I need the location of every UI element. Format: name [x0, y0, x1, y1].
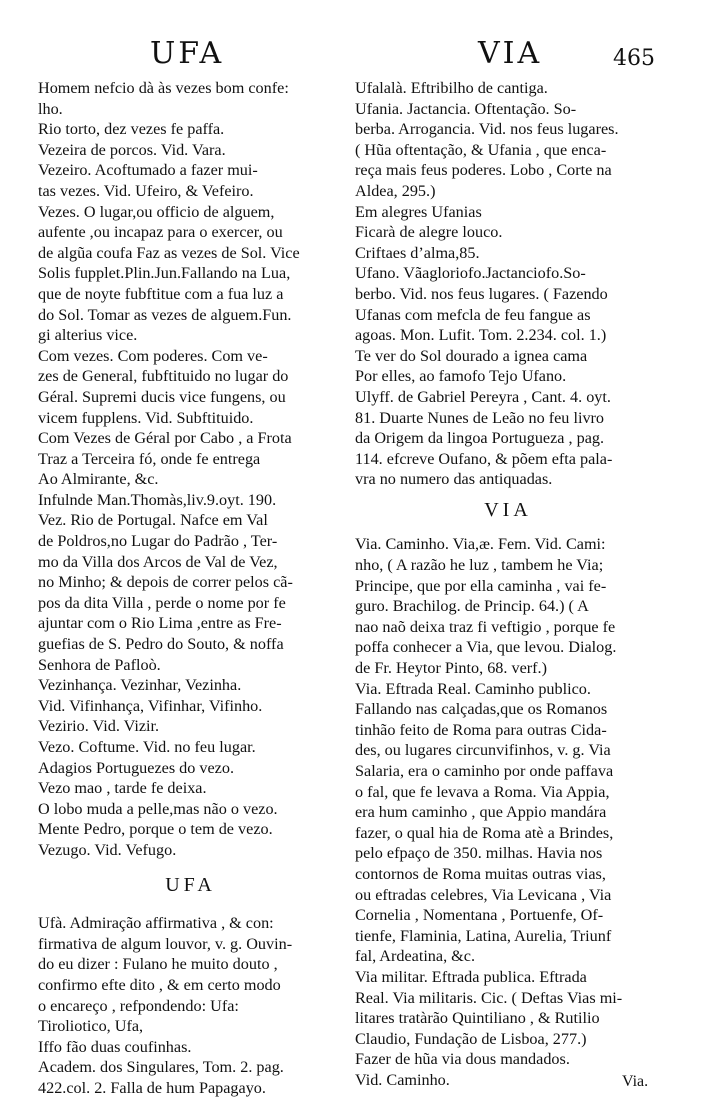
text-line: o fal, que fe levava a Roma. Via Appia, — [355, 782, 610, 801]
text-line: Vezinhança. Vezinhar, Vezinha. — [38, 676, 242, 695]
text-line: litares tratàrão Quintiliano , & Rutilio — [355, 1009, 600, 1028]
text-line: poffa conhecer a Via, que levou. Dialog. — [355, 638, 617, 657]
text-line: Ufalalà. Eftribilho de cantiga. — [355, 79, 548, 97]
text-line: lho. — [38, 99, 63, 118]
text-line: Vezugo. Vid. Vefugo. — [38, 840, 177, 859]
text-line: nho, ( A razão he luz , tambem he Via; — [355, 556, 604, 575]
text-line: 114. efcreve Oufano, & põem efta pala- — [355, 449, 613, 468]
text-line: 422.col. 2. Falla de hum Papagayo. — [38, 1078, 266, 1097]
text-line: Ao Almirante, &c. — [38, 470, 159, 489]
text-line: vicem fupplens. Vid. Subftituido. — [38, 408, 254, 427]
text-line: de Fr. Heytor Pinto, 68. verf.) — [355, 659, 547, 678]
text-line: Via. Caminho. Via,æ. Fem. Vid. Cami: — [355, 535, 606, 554]
catchword: Via. — [622, 1073, 649, 1090]
text-line: Em alegres Ufanias — [355, 202, 482, 221]
text-line: zes de General, fubftituido no lugar do — [38, 367, 289, 386]
text-line: de algũa coufa Faz as vezes de Sol. Vice — [38, 243, 300, 262]
text-line: pos da dita Villa , perde o nome por fe — [38, 593, 286, 612]
text-line: O lobo muda a pelle,mas não o vezo. — [38, 799, 278, 818]
text-line: fal, Ardeatina, &c. — [355, 947, 476, 966]
text-line: Vez. Rio de Portugal. Nafce em Val — [38, 511, 268, 530]
text-line: 81. Duarte Nunes de Leão no feu livro — [355, 408, 605, 427]
text-line: Solis fupplet.Plin.Jun.Fallando na Lua, — [38, 264, 291, 283]
text-line: Cornelia , Nomentana , Portuenfe, Of- — [355, 906, 604, 925]
text-line: Iffo fão duas coufinhas. — [38, 1037, 192, 1056]
section-heading-via: VIA — [484, 498, 532, 521]
text-line: Fazer de hũa via dous mandados. — [355, 1050, 570, 1069]
text-line: vra no numero das antiquadas. — [355, 470, 553, 489]
text-line: reça mais feus poderes. Lobo , Corte na — [355, 161, 612, 180]
text-line: Vid. Vifinhança, Vifinhar, Vifinho. — [38, 696, 263, 715]
text-line: nao naõ deixa traz fi veftigio , porque fe — [355, 617, 616, 636]
text-line: Traz a Terceira fó, onde fe entrega — [38, 449, 261, 468]
text-line: Vezo mao , tarde fe deixa. — [38, 779, 207, 798]
text-line: mo da Villa dos Arcos de Val de Vez, — [38, 552, 278, 571]
text-line: confirmo efte dito , & em certo modo — [38, 975, 281, 994]
text-line: Ufano. Vãagloriofo.Jactanciofo.So- — [355, 264, 586, 283]
text-line: ( Hũa oftentação, & Ufania , que enca- — [355, 140, 607, 159]
text-line: Ufanas com mefcla de feu fangue as — [355, 305, 591, 324]
text-line: Infulnde Man.Thomàs,liv.9.oyt. 190. — [38, 490, 277, 509]
text-line: firmativa de algum louvor, v. g. Ouvin- — [38, 934, 293, 953]
text-line: ou eftradas celebres, Via Levicana , Via — [355, 885, 612, 904]
text-line: Vezeiro. Acoftumado a fazer mui- — [38, 161, 258, 180]
text-line: berbo. Vid. nos feus lugares. ( Fazendo — [355, 284, 608, 303]
text-line: guefias de S. Pedro do Souto, & noffa — [38, 635, 284, 654]
text-line: Via. Eftrada Real. Caminho publico. — [355, 679, 591, 698]
text-line: fazer, o qual hia de Roma atè a Brindes, — [355, 823, 614, 842]
text-line: Ufà. Admiração affirmativa , & con: — [38, 914, 274, 933]
text-line: contornos de Roma muitas outras vias, — [355, 864, 606, 883]
text-line: do eu dizer : Fulano he muito douto , — [38, 955, 278, 974]
text-line: Criftaes d’alma,85. — [355, 243, 480, 262]
text-line: era hum caminho , que Appio mandára — [355, 803, 607, 822]
text-line: Aldea, 295.) — [355, 181, 436, 200]
text-line: tas vezes. Vid. Ufeiro, & Vefeiro. — [38, 181, 254, 200]
text-line: Salaria, era o caminho por onde paffava — [355, 762, 614, 780]
left-column — [38, 78, 343, 1099]
right-column — [355, 78, 661, 1091]
text-line: de Poldros,no Lugar do Padrão , Ter- — [38, 532, 278, 551]
text-line: ajuntar com o Rio Lima ,entre as Fre- — [38, 614, 282, 633]
text-line: Adagios Portuguezes do vezo. — [38, 758, 235, 777]
running-head-right: VIA — [478, 36, 543, 71]
text-line: Vid. Caminho. — [355, 1070, 450, 1089]
text-line: Fallando nas calçadas,que os Romanos — [355, 700, 608, 719]
text-line: Vezes. O lugar,ou officio de alguem, — [38, 202, 275, 221]
text-line: Vezo. Coftume. Vid. no feu lugar. — [38, 738, 256, 756]
text-line: Homem nefcio dà às vezes bom confe: — [38, 79, 289, 97]
text-line: Ficarà de alegre louco. — [355, 223, 503, 242]
text-line: da Origem da lingoa Portugueza , pag. — [355, 429, 605, 448]
text-line: Te ver do Sol dourado a ignea cama — [355, 346, 588, 365]
text-line: pelo efpaço de 350. milhas. Havia nos — [355, 844, 603, 863]
text-line: Principe, que por ella caminha , vai fe- — [355, 576, 607, 595]
text-line: agoas. Mon. Lufit. Tom. 2.234. col. 1.) — [355, 326, 607, 345]
text-line: Mente Pedro, porque o tem de vezo. — [38, 820, 273, 839]
text-line: que de noyte fubftitue com a fua luz a — [38, 284, 284, 303]
text-line: Real. Via militaris. Cic. ( Deftas Vias mi- — [355, 988, 623, 1007]
page-number: 465 — [613, 46, 655, 71]
text-line: Tiroliotico, Ufa, — [38, 1017, 144, 1036]
text-line: Com Vezes de Géral por Cabo , a Frota — [38, 429, 292, 448]
text-line: Ufania. Jactancia. Oftentação. So- — [355, 99, 577, 118]
text-line: Claudio, Fundação de Lisboa, 277.) — [355, 1029, 587, 1048]
text-line: guro. Brachilog. de Princip. 64.) ( A — [355, 597, 589, 616]
text-line: des, ou lugares circunvifinhos, v. g. Via — [355, 741, 611, 760]
text-line: tinhão feito de Roma para outras Cida- — [355, 720, 607, 739]
text-line: Vezirio. Vid. Vizir. — [38, 717, 160, 736]
text-line: o encareço , refpondendo: Ufa: — [38, 996, 239, 1015]
text-line: Vezeira de porcos. Vid. Vara. — [38, 140, 226, 159]
text-line: no Minho; & depois de correr pelos cã- — [38, 573, 293, 592]
text-line: do Sol. Tomar as vezes de alguem.Fun. — [38, 305, 292, 324]
text-line: gi alterius vice. — [38, 326, 138, 345]
section-heading-ufa: UFA — [165, 873, 216, 896]
text-line: Ulyff. de Gabriel Pereyra , Cant. 4. oyt. — [355, 387, 611, 406]
text-line: Senhora de Pafloò. — [38, 655, 161, 674]
text-line: Academ. dos Singulares, Tom. 2. pag. — [38, 1058, 284, 1077]
running-head-left: UFA — [150, 36, 225, 71]
text-line: Via militar. Eftrada publica. Eftrada — [355, 967, 587, 986]
text-line: Por elles, ao famofo Tejo Ufano. — [355, 367, 567, 386]
text-line: berba. Arrogancia. Vid. nos feus lugares. — [355, 120, 619, 139]
text-line: aufente ,ou incapaz para o exercer, ou — [38, 223, 283, 242]
text-line: Rio torto, dez vezes fe paffa. — [38, 120, 225, 139]
text-line: Géral. Supremi ducis vice fungens, ou — [38, 387, 286, 406]
text-line: Com vezes. Com poderes. Com ve- — [38, 346, 268, 365]
text-line: tienfe, Flaminia, Latina, Aurelia, Triunf — [355, 926, 612, 945]
